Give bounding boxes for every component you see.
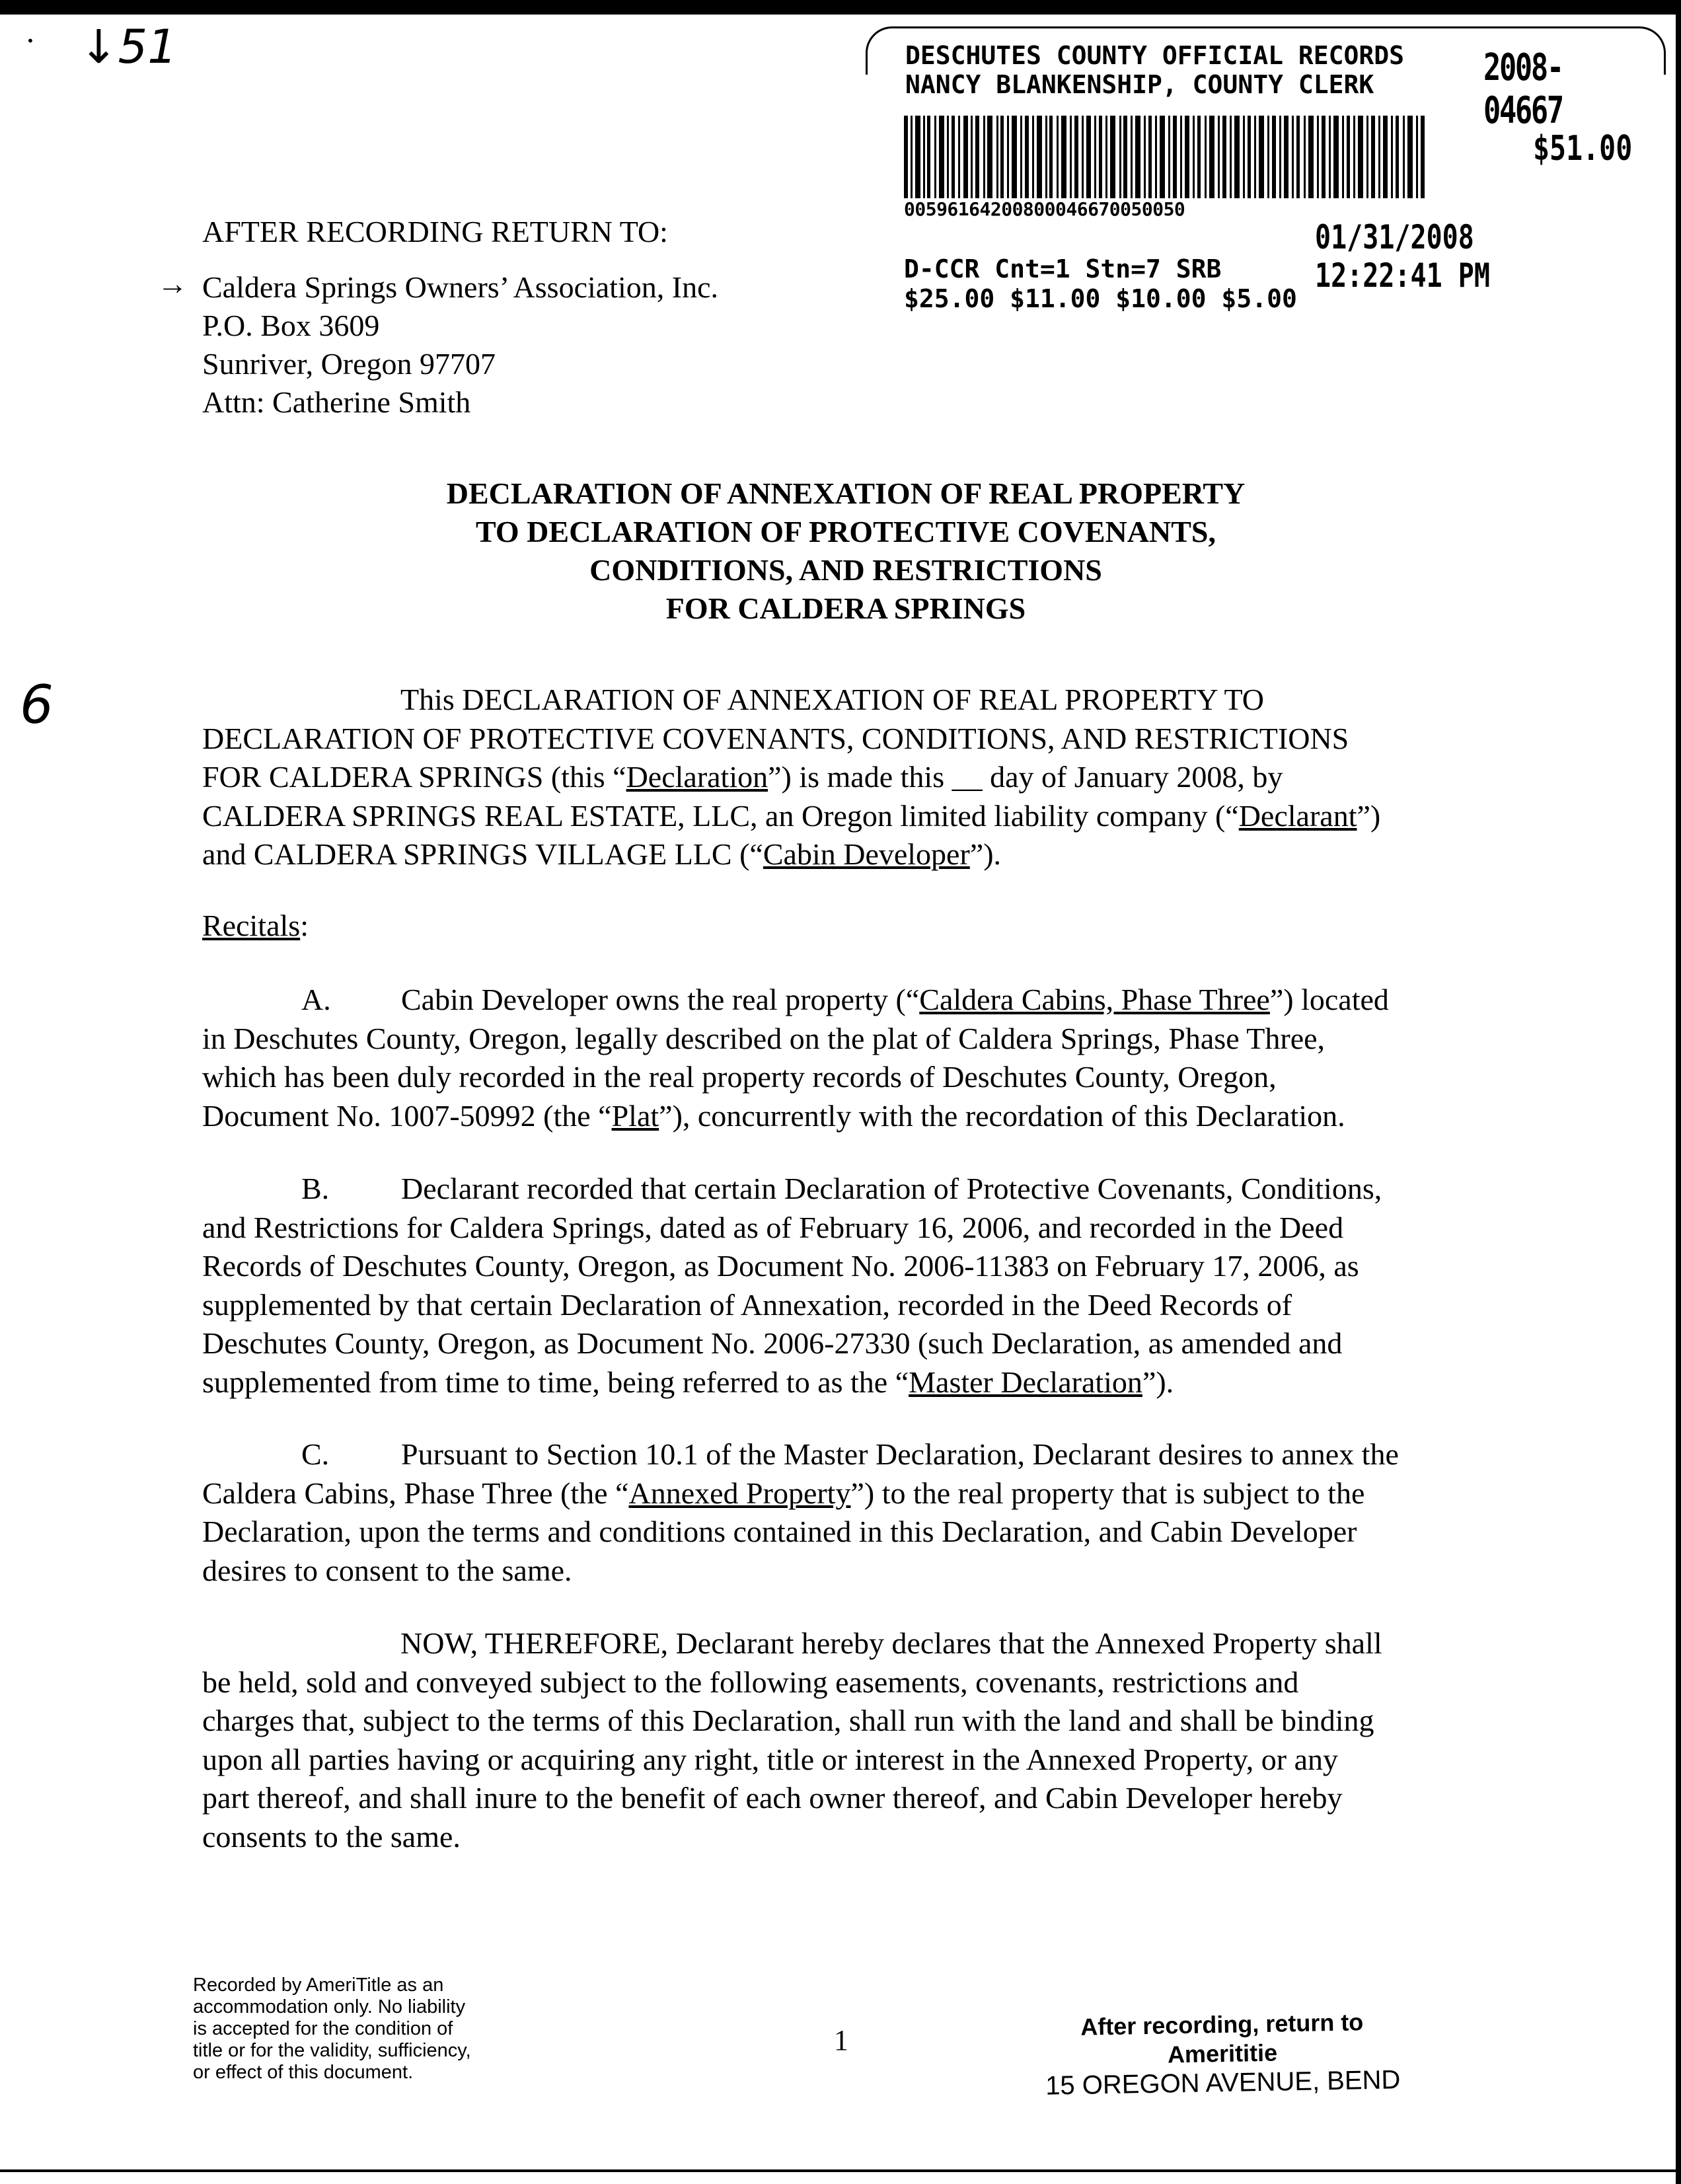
intro-text: and CALDERA SPRINGS VILLAGE LLC (“ (202, 837, 763, 871)
recital-text: Declarant recorded that certain Declaration of Protective Covenants, Conditions, (401, 1172, 1382, 1205)
recitals-heading-text: Recitals (202, 909, 301, 942)
recital-b (202, 1170, 1524, 1402)
recital-line: supplemented by that certain Declaration of Annexation, recorded in the Deed Records of (202, 1287, 1292, 1322)
title-company-disclaimer (193, 1975, 471, 2084)
title-line: CONDITIONS, AND RESTRICTIONS (589, 553, 1102, 587)
intro-text: ”) is made this __ day of January 2008, by (768, 760, 1283, 794)
defined-term-master-declaration: Master Declaration (909, 1365, 1142, 1399)
intro-text: FOR CALDERA SPRINGS (this “ (202, 760, 626, 794)
operative-line: upon all parties having or acquiring any right, title or interest in the Annexed Property, or any (202, 1742, 1339, 1776)
recital-text: ”), concurrently with the recordation of this Declaration. (659, 1098, 1345, 1133)
recital-text: Pursuant to Section 10.1 of the Master Declaration, Declarant desires to annex the (401, 1437, 1399, 1471)
recital-text: ”). (1142, 1365, 1174, 1399)
intro-text: ”). (969, 837, 1002, 871)
stamp-county-clerk: NANCY BLANKENSHIP, COUNTY CLERK (905, 70, 1374, 99)
disclaimer-line: title or for the validity, sufficiency, (193, 2040, 471, 2061)
title-line: TO DECLARATION OF PROTECTIVE COVENANTS, (476, 515, 1216, 548)
recital-line: desires to consent to the same. (202, 1553, 572, 1587)
defined-term-declarant: Declarant (1238, 798, 1357, 833)
recital-line: in Deschutes County, Oregon, legally described on the plat of Caldera Springs, Phase Three, (202, 1021, 1326, 1055)
page-number: 1 (834, 2024, 848, 2056)
defined-term-cabin-developer: Cabin Developer (763, 837, 970, 871)
return-stamp-address: 15 OREGON AVENUE, BEND (1045, 2065, 1401, 2101)
defined-term-declaration: Declaration (626, 760, 768, 794)
operative-line: part thereof, and shall inure to the benefit of each owner thereof, and Cabin Developer hereby (202, 1781, 1343, 1815)
scan-right-border (1676, 0, 1681, 2184)
disclaimer-line: or effect of this document. (193, 2062, 414, 2083)
title-line: FOR CALDERA SPRINGS (665, 591, 1026, 625)
scan-top-border (0, 0, 1681, 15)
recital-letter: C. (301, 1437, 330, 1471)
return-to-heading: AFTER RECORDING RETURN TO: (202, 215, 668, 248)
stray-mark: • (26, 33, 34, 49)
defined-term-plat: Plat (611, 1098, 659, 1133)
recital-letter: B. (301, 1172, 330, 1205)
stamp-fees: $25.00 $11.00 $10.00 $5.00 (904, 284, 1297, 313)
document-title (264, 474, 1427, 628)
operative-line: charges that, subject to the terms of this Declaration, shall run with the land and shall be binding (202, 1704, 1374, 1737)
return-address-line-2: P.O. Box 3609 (202, 309, 380, 342)
intro-text: ”) (1357, 798, 1381, 833)
return-stamp (1017, 2007, 1428, 2101)
barcode (904, 116, 1426, 198)
recitals-colon: : (300, 909, 309, 942)
now-therefore-paragraph (202, 1624, 1524, 1856)
return-stamp-line: Amerititie (1167, 2039, 1278, 2068)
recital-line: Deschutes County, Oregon, as Document No. 2006-27330 (such Declaration, as amended and (202, 1326, 1343, 1360)
handwritten-margin-number: 6 (20, 674, 54, 735)
operative-line: NOW, THEREFORE, Declarant hereby declares that the Annexed Property shall (400, 1626, 1382, 1660)
stamp-document-number: 2008-04667 (1483, 46, 1563, 132)
stamp-amount: $51.00 (1533, 129, 1633, 169)
stamp-timestamp: 01/31/2008 12:22:41 PM (1315, 218, 1490, 295)
stamp-barcode-number: 00596164200800046670050050 (904, 198, 1185, 220)
defined-term-caldera-cabins: Caldera Cabins, Phase Three (919, 983, 1270, 1016)
recital-c (202, 1435, 1524, 1590)
recital-line: Declaration, upon the terms and conditions contained in this Declaration, and Cabin Developer (202, 1515, 1357, 1548)
recital-text: ”) to the real property that is subject to the (850, 1476, 1365, 1510)
intro-line: This DECLARATION OF ANNEXATION OF REAL PROPERTY TO (400, 683, 1265, 716)
recital-line: which has been duly recorded in the real property records of Deschutes County, Oregon, (202, 1060, 1277, 1094)
recital-a (202, 981, 1524, 1135)
return-address-line-4: Attn: Catherine Smith (202, 385, 471, 419)
return-stamp-line: After recording, return to (1080, 2008, 1364, 2041)
stamp-county-records: DESCHUTES COUNTY OFFICIAL RECORDS (905, 41, 1404, 70)
recital-text: ”) located (1269, 983, 1389, 1016)
recital-text: Caldera Cabins, Phase Three (the “ (202, 1476, 629, 1510)
recital-text: supplemented from time to time, being referred to as the “ (202, 1365, 909, 1399)
intro-text: CALDERA SPRINGS REAL ESTATE, LLC, an Oregon limited liability company (“ (202, 798, 1239, 833)
handwritten-mark: ↓51 (79, 20, 177, 74)
operative-line: be held, sold and conveyed subject to the following easements, covenants, restrictions and (202, 1665, 1299, 1699)
recitals-heading (202, 907, 309, 946)
disclaimer-line: accommodation only. No liability (193, 1996, 466, 2017)
intro-line: DECLARATION OF PROTECTIVE COVENANTS, CONDITIONS, AND RESTRICTIONS (202, 721, 1349, 755)
return-address-line-1: Caldera Springs Owners’ Association, Inc. (202, 270, 718, 304)
disclaimer-line: Recorded by AmeriTitle as an (193, 1975, 444, 1996)
intro-paragraph (202, 681, 1524, 874)
title-line: DECLARATION OF ANNEXATION OF REAL PROPERTY (446, 476, 1246, 510)
arrow-mark: → (157, 267, 188, 301)
stamp-codes: D-CCR Cnt=1 Stn=7 SRB (904, 254, 1222, 283)
defined-term-annexed-property: Annexed Property (628, 1476, 851, 1510)
recital-text: Cabin Developer owns the real property (“ (401, 983, 920, 1016)
recital-letter: A. (301, 983, 331, 1016)
disclaimer-line: is accepted for the condition of (193, 2018, 453, 2039)
return-address-line-3: Sunriver, Oregon 97707 (202, 347, 496, 381)
recital-line: and Restrictions for Caldera Springs, dated as of February 16, 2006, and recorded in the Deed (202, 1210, 1344, 1244)
operative-line: consents to the same. (202, 1819, 461, 1854)
recital-text: Document No. 1007-50992 (the “ (202, 1098, 612, 1133)
recital-line: Records of Deschutes County, Oregon, as Document No. 2006-11383 on February 17, 2006, as (202, 1249, 1359, 1283)
scan-bottom-border (0, 2169, 1681, 2172)
